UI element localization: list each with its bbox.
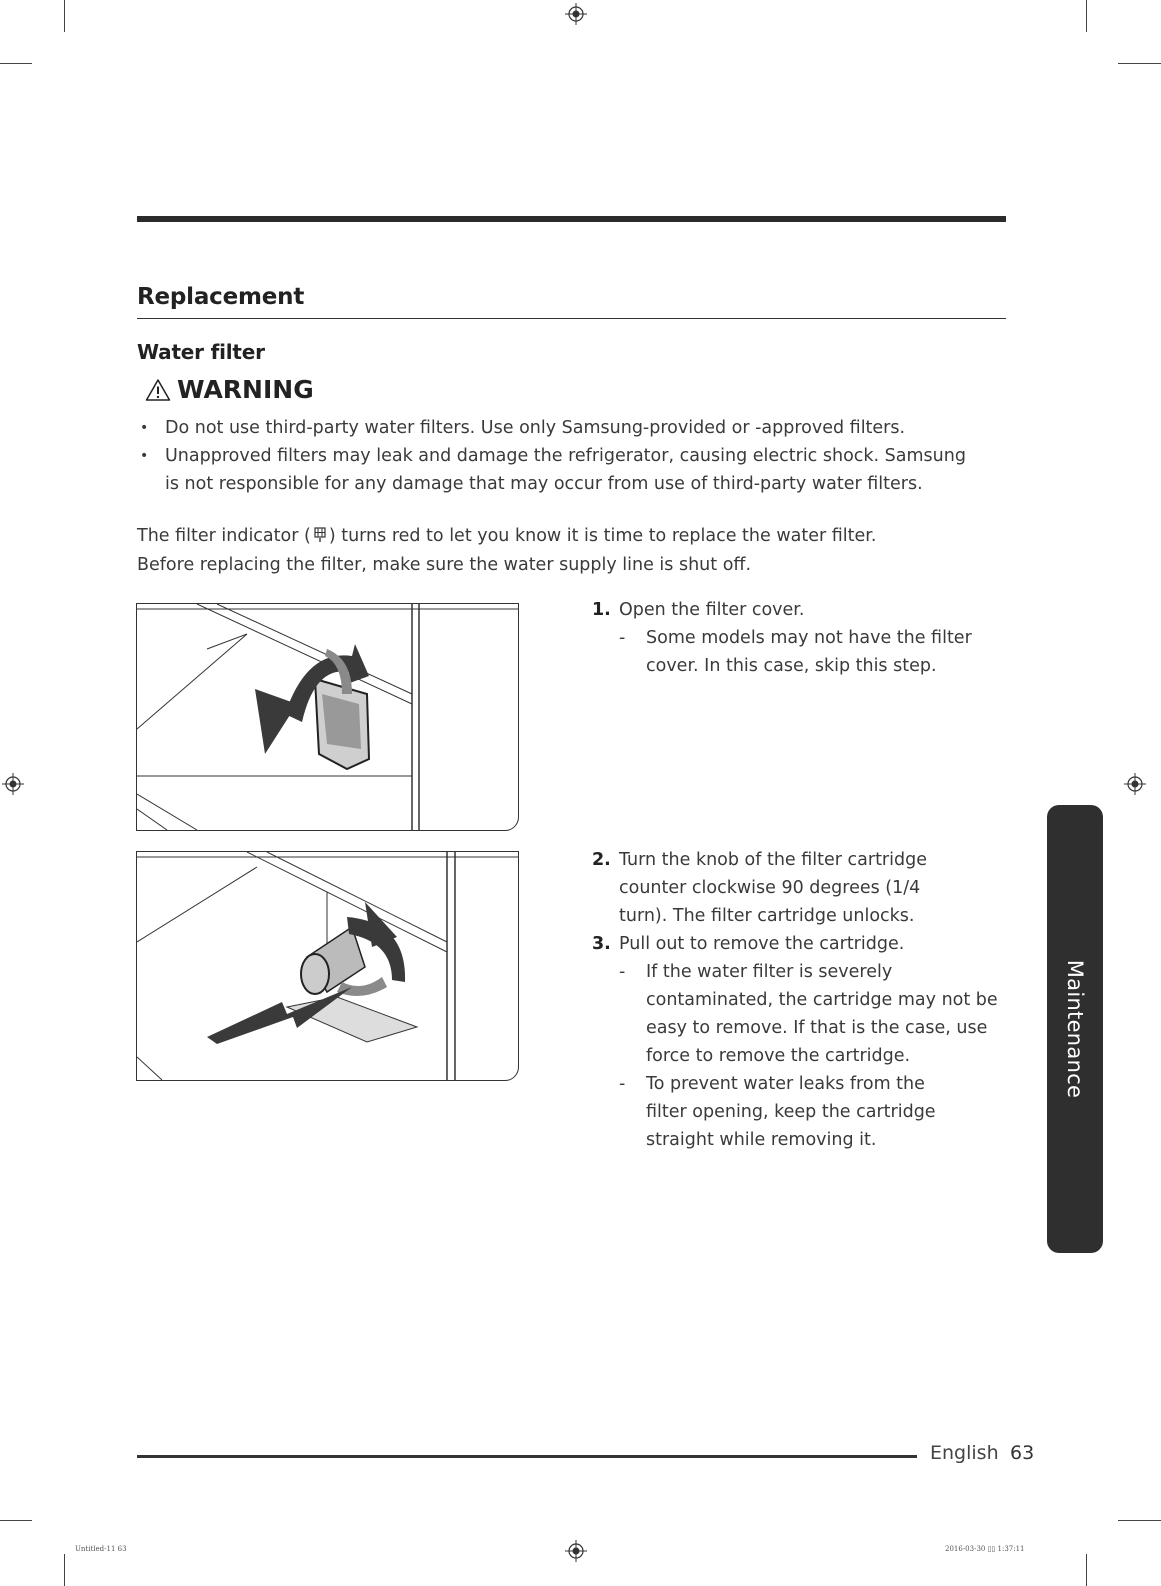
step-note-text: Some models may not have the filter cover. In this case, skip this step. xyxy=(646,628,972,676)
step-1-note xyxy=(592,624,1012,680)
step-note-text: If the water filter is severely contaminated, the cartridge may not be easy to remove. If that is the case, use force to remove the cartridge. xyxy=(646,962,998,1066)
crop-mark xyxy=(1118,63,1161,64)
crop-mark xyxy=(1086,1554,1087,1586)
crop-mark xyxy=(64,0,65,32)
step-text: Open the filter cover. xyxy=(619,600,805,620)
step-3-note-2 xyxy=(592,1070,1012,1154)
step-text: Turn the knob of the filter cartridge counter clockwise 90 degrees (1/4 turn). The filter cartridge unlocks. xyxy=(619,850,927,926)
section-side-tab xyxy=(1047,805,1103,1253)
warning-label: WARNING xyxy=(177,375,314,404)
warning-heading xyxy=(145,375,314,404)
filter-indicator-icon xyxy=(313,527,327,543)
step-number: 3. xyxy=(592,934,611,954)
footer-language: English xyxy=(930,1442,999,1464)
steps-block-2 xyxy=(592,846,1012,1154)
page-number: 63 xyxy=(1010,1442,1035,1464)
warning-bullet-text: Unapproved filters may leak and damage the refrigerator, causing electric shock. Samsung is not responsible for any damage that may occur from use of third-party water filters. xyxy=(165,446,966,494)
step-note-text: To prevent water leaks from the filter opening, keep the cartridge straight while removing it. xyxy=(646,1074,936,1150)
crop-mark xyxy=(64,1554,65,1586)
steps-block-1 xyxy=(592,596,1012,680)
step-3-note-1 xyxy=(592,958,1012,1070)
section-title: Replacement xyxy=(137,284,305,310)
registration-mark-icon xyxy=(2,773,24,795)
figure-open-filter-cover xyxy=(136,603,519,831)
crop-mark xyxy=(1086,0,1087,32)
warning-bullet xyxy=(140,442,975,498)
step-number: 2. xyxy=(592,850,611,870)
filter-cover-illustration xyxy=(137,604,518,830)
cartridge-removal-illustration xyxy=(137,852,518,1080)
step-text: Pull out to remove the cartridge. xyxy=(619,934,905,954)
registration-mark-icon xyxy=(565,3,587,25)
crop-mark xyxy=(1118,1520,1161,1521)
footer-rule xyxy=(137,1455,917,1458)
print-slug-right: 2016-03-30 ▯▯ 1:37:11 xyxy=(945,1545,1025,1553)
registration-mark-icon xyxy=(1124,773,1146,795)
dash-marker: - xyxy=(619,962,626,982)
intro-text: ) turns red to let you know it is time to replace the water filter. xyxy=(328,526,877,546)
step-1 xyxy=(592,596,1012,624)
step-2 xyxy=(592,846,1012,930)
crop-mark xyxy=(0,63,32,64)
warning-bullet: • Do not use third-party water filters. Use only Samsung-provided or -approved filters. xyxy=(140,414,1010,442)
step-number: 1. xyxy=(592,600,611,620)
warning-list xyxy=(140,414,1010,498)
figure-remove-cartridge xyxy=(136,851,519,1081)
side-tab-label: Maintenance xyxy=(1063,959,1087,1099)
dash-marker: - xyxy=(619,628,626,648)
warning-triangle-icon xyxy=(145,378,171,402)
registration-mark-icon xyxy=(565,1540,587,1562)
section-rule xyxy=(137,318,1006,319)
crop-mark xyxy=(0,1520,32,1521)
top-rule xyxy=(137,216,1006,222)
subsection-title: Water filter xyxy=(137,340,265,364)
intro-line-1 xyxy=(137,526,1017,546)
print-slug-left: Untitled-11 63 xyxy=(75,1545,127,1553)
intro-line-2: Before replacing the filter, make sure the water supply line is shut off. xyxy=(137,555,752,575)
dash-marker: - xyxy=(619,1074,626,1094)
step-3 xyxy=(592,930,1012,958)
intro-text: The filter indicator ( xyxy=(137,526,311,546)
